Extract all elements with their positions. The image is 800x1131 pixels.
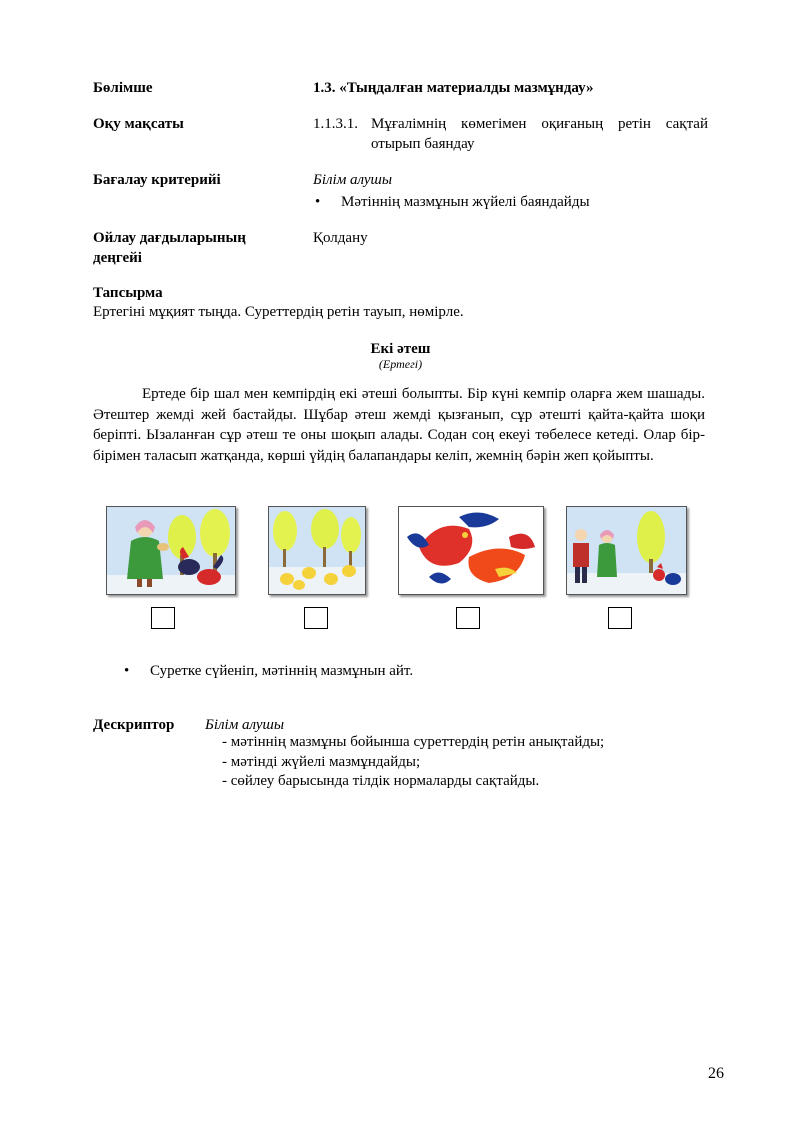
story-subtitle: (Ертегі) xyxy=(378,357,423,371)
chicks-eating-picture xyxy=(269,507,365,594)
page-number: 26 xyxy=(708,1065,724,1082)
criteria-row xyxy=(93,170,708,212)
thinking-label-line2: деңгейі xyxy=(93,250,142,266)
criteria-label: Бағалау критерийі xyxy=(93,172,221,188)
task-title: Тапсырма xyxy=(93,285,163,301)
criteria-sub: Білім алушы xyxy=(313,172,393,188)
objective-line2: отырып баяндау xyxy=(371,136,475,152)
objective-row xyxy=(93,114,708,156)
section-row xyxy=(93,78,708,100)
descriptor-item: - мәтінді жүйелі мазмұндайды; xyxy=(222,753,421,770)
thinking-value: Қолдану xyxy=(313,230,368,246)
descriptor-item: - мәтіннің мазмұны бойынша суреттердің ретін анықтайды; xyxy=(222,734,605,750)
descriptor-list xyxy=(222,733,604,792)
objective-line1: Мұғалімнің көмегімен оқиғаның ретін сақтай xyxy=(371,116,708,132)
descriptor-item: - сөйлеу барысында тілдік нормаларды сақтайды. xyxy=(222,773,540,789)
grandmother-feeding-roosters-picture xyxy=(107,507,235,594)
descriptor-label: Дескриптор xyxy=(93,717,175,733)
section-label: Бөлімше xyxy=(93,80,153,96)
number-box-4[interactable] xyxy=(608,607,632,629)
story-paragraph: Ертеде бір шал мен кемпірдің екі әтеші болыпты. Бір күні кемпір оларға жем шашады. Әтештер жемді жей бастайды. Шұбар әтеш жемді қызғанып, сұр әтешті қайта-қайта шоқи беріпті. Ызаланған сұр әтеш те оны шоқып алады. Содан соң екеуі төбелесе кетеді. Олар бір-бірімен таласып жатқанда, көрші үйдің балапандары келіп, жемнің бәрін жеп қойыпты. xyxy=(93,386,705,464)
objective-code: 1.1.3.1. xyxy=(313,116,358,132)
number-box-3[interactable] xyxy=(456,607,480,629)
picture-3 xyxy=(398,506,544,595)
number-box-1[interactable] xyxy=(151,607,175,629)
task-block xyxy=(93,284,708,326)
criteria-item: • Мәтіннің мазмұнын жүйелі баяндайды xyxy=(313,192,708,212)
grandparents-with-rooster-picture xyxy=(567,507,686,594)
roosters-fighting-picture xyxy=(399,507,543,594)
criteria-value xyxy=(313,170,708,212)
descriptor-sub: Білім алушы xyxy=(205,717,285,733)
picture-4 xyxy=(566,506,687,595)
thinking-row xyxy=(93,228,708,270)
picture-2 xyxy=(268,506,366,595)
section-value: 1.3. «Тыңдалған материалды мазмұндау» xyxy=(313,80,594,96)
objective-value xyxy=(313,114,708,154)
task-text: Ертегіні мұқият тыңда. Суреттердің ретін тауып, нөмірле. xyxy=(93,304,464,320)
number-box-2[interactable] xyxy=(304,607,328,629)
picture-1 xyxy=(106,506,236,595)
thinking-label xyxy=(93,228,246,268)
story-title: Екі әтеш xyxy=(370,341,431,357)
instruction-item: • Суретке сүйеніп, мәтіннің мазмұнын айт. xyxy=(122,661,413,681)
thinking-label-line1: Ойлау дағдыларының xyxy=(93,230,246,246)
objective-label: Оқу мақсаты xyxy=(93,116,184,132)
